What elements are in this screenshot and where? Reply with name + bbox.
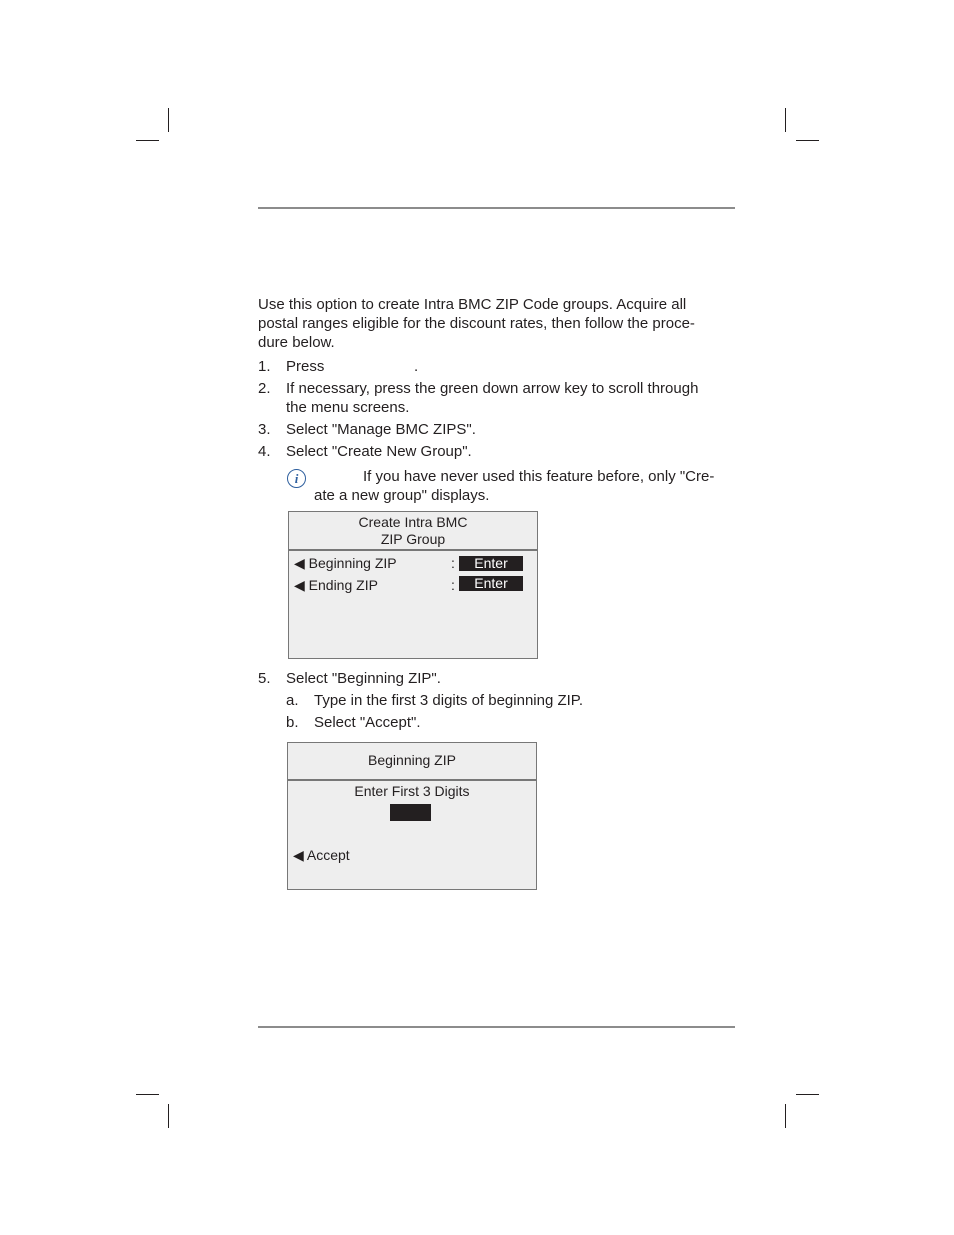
lcd-screen-beginning-zip — [287, 742, 537, 890]
step-text: Select "Beginning ZIP". — [286, 670, 441, 687]
intro-line: Use this option to create Intra BMC ZIP Code groups. Acquire all — [258, 296, 687, 313]
step-text: . — [414, 358, 419, 375]
screen-title-line: ZIP Group — [380, 531, 446, 547]
crop-mark — [168, 108, 169, 132]
crop-mark — [136, 1094, 159, 1095]
enter-value-field[interactable]: Enter — [459, 556, 523, 571]
step-number: 1. — [258, 358, 271, 375]
separator: : — [451, 577, 455, 593]
screen-prompt: Enter First 3 Digits — [354, 783, 470, 799]
crop-mark — [785, 1104, 786, 1128]
substep-letter: a. — [286, 692, 299, 709]
substep-letter: b. — [286, 714, 299, 731]
screen-header — [289, 512, 537, 551]
step-number: 2. — [258, 380, 271, 397]
beginning-zip-option[interactable]: ◀ Beginning ZIP — [294, 555, 397, 571]
note-text: ate a new group" displays. — [314, 487, 490, 504]
crop-mark — [796, 1094, 819, 1095]
intro-line: postal ranges eligible for the discount rates, then follow the proce- — [258, 315, 695, 332]
enter-value-field[interactable]: Enter — [459, 576, 523, 591]
step-text: Select "Manage BMC ZIPS". — [286, 421, 476, 438]
step-number: 3. — [258, 421, 271, 438]
accept-option[interactable]: ◀ Accept — [293, 847, 350, 863]
step-number: 4. — [258, 443, 271, 460]
step-text: Select "Create New Group". — [286, 443, 472, 460]
crop-mark — [785, 108, 786, 132]
substep-text: Type in the first 3 digits of beginning ZIP. — [314, 692, 584, 709]
screen-title: Beginning ZIP — [368, 752, 456, 768]
step-text: the menu screens. — [286, 399, 410, 416]
lcd-screen-create-group — [288, 511, 538, 659]
step-number: 5. — [258, 670, 271, 687]
separator: : — [451, 555, 455, 571]
info-icon: i — [287, 469, 306, 488]
substep-text: Select "Accept". — [314, 714, 421, 731]
screen-header — [288, 743, 536, 781]
step-text: Press — [286, 358, 325, 375]
crop-mark — [136, 140, 159, 141]
crop-mark — [168, 1104, 169, 1128]
header-rule — [258, 207, 735, 209]
screen-title-line: Create Intra BMC — [358, 514, 468, 530]
ending-zip-option[interactable]: ◀ Ending ZIP — [294, 577, 378, 593]
intro-line: dure below. — [258, 334, 335, 351]
zip-digits-input[interactable] — [390, 804, 431, 821]
footer-rule — [258, 1026, 735, 1028]
note-text: If you have never used this feature before, only "Cre- — [363, 468, 715, 485]
step-text: If necessary, press the green down arrow key to scroll through — [286, 380, 699, 397]
crop-mark — [796, 140, 819, 141]
